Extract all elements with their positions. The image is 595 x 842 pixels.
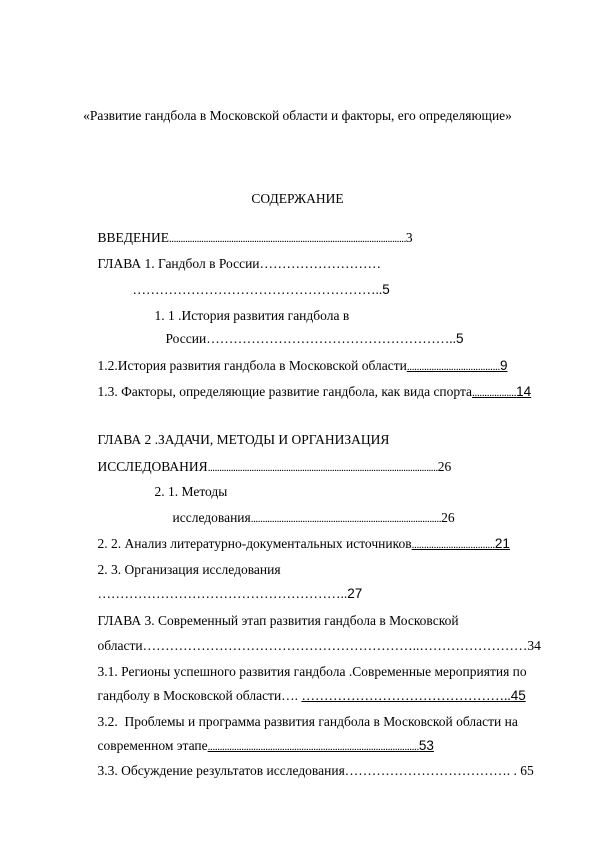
toc-entry-number: 1.3 [97, 384, 115, 399]
toc-entry-label: . Факторы, определяющие развитие гандбола, как вида спорта [114, 384, 473, 399]
toc-entry-label: гандболу в Московской области…. [97, 688, 299, 703]
toc-page-number: 5 [455, 331, 464, 346]
toc-entry-label: ГЛАВА 3. Современный этап развития гандбола в Московской [97, 613, 459, 628]
toc-page-number: 34 [527, 638, 541, 653]
toc-entry-label: 2. 1. Методы [154, 484, 228, 499]
toc-page-number: 65 [520, 763, 534, 778]
toc-entry-section-3-3[interactable] [84, 747, 534, 795]
toc-page-number: 3 [405, 230, 413, 245]
contents-heading: СОДЕРЖАНИЕ [251, 191, 344, 206]
toc-leader: .................. [472, 387, 517, 399]
toc-page-number: 5 [382, 282, 390, 297]
toc-page-number: 53 [418, 738, 434, 753]
toc-leader: .................................................................................................... [207, 462, 438, 474]
toc-entry-label: 3.1. Регионы успешного развития гандбола .Современные мероприятия по [97, 664, 527, 679]
toc-page-number: 21 [494, 536, 510, 551]
toc-entry-chapter-2-cont[interactable] [84, 443, 451, 492]
toc-leader: ...................................... [406, 361, 500, 373]
toc-entry-label: ВВЕДЕНИЕ [97, 230, 169, 245]
toc-page-number: 27 [347, 586, 363, 601]
toc-page-number: 26 [437, 459, 452, 474]
toc-page-number: 45 [510, 688, 526, 703]
toc-entry-label: исследования [172, 510, 251, 525]
toc-entry-section-1-3[interactable] [84, 368, 531, 417]
toc-entry-label: 2. 2. Анализ литературно-документальных источников [97, 536, 412, 551]
toc-leader: ……………………………………………….. [132, 282, 383, 297]
toc-entry-label: области [97, 638, 143, 653]
toc-entry-label: ГЛАВА 1. Гандбол в России……………………… [97, 256, 382, 271]
toc-entry-label: России [165, 331, 207, 346]
toc-entry-label: ИССЛЕДОВАНИЯ [97, 459, 208, 474]
toc-leader: ……………………………………………….. [206, 331, 456, 346]
toc-entry-label: 1. 1 .История развития гандбола в [154, 308, 350, 323]
toc-leader: ........................................................................................ [207, 741, 419, 753]
toc-leader: ……………………………………….. [301, 688, 511, 703]
toc-leader: ……………………………………………………..…………………… [142, 638, 528, 653]
toc-leader: ……………………………………………….. [97, 586, 348, 601]
toc-entry-label: современном этапе [97, 738, 208, 753]
toc-leader: ………………………………. . [344, 763, 517, 778]
document-title: «Развитие гандбола в Московской области и факторы, его определяющие» [83, 108, 512, 123]
toc-entry-label: 3.3. Обсуждение результатов исследования [97, 763, 345, 778]
toc-entry-label: 2. 3. Организация исследования [97, 562, 281, 577]
toc-leader: ................................................................................. [250, 513, 442, 525]
toc-entry-label: 3.2. Проблемы и программа развития гандбола в Московской области на [97, 714, 518, 729]
toc-leader: .................................. [411, 539, 495, 551]
toc-leader: ....................................................................................................... [168, 233, 406, 245]
toc-entry-label: 1.2.История развития гандбола в Московской области [97, 358, 407, 373]
toc-page-number: 14 [516, 384, 532, 399]
toc-entry-label: ГЛАВА 2 .ЗАДАЧИ, МЕТОДЫ И ОРГАНИЗАЦИЯ [97, 432, 390, 447]
toc-page-number: 26 [441, 510, 455, 525]
toc-page-number: 9 [499, 358, 508, 373]
